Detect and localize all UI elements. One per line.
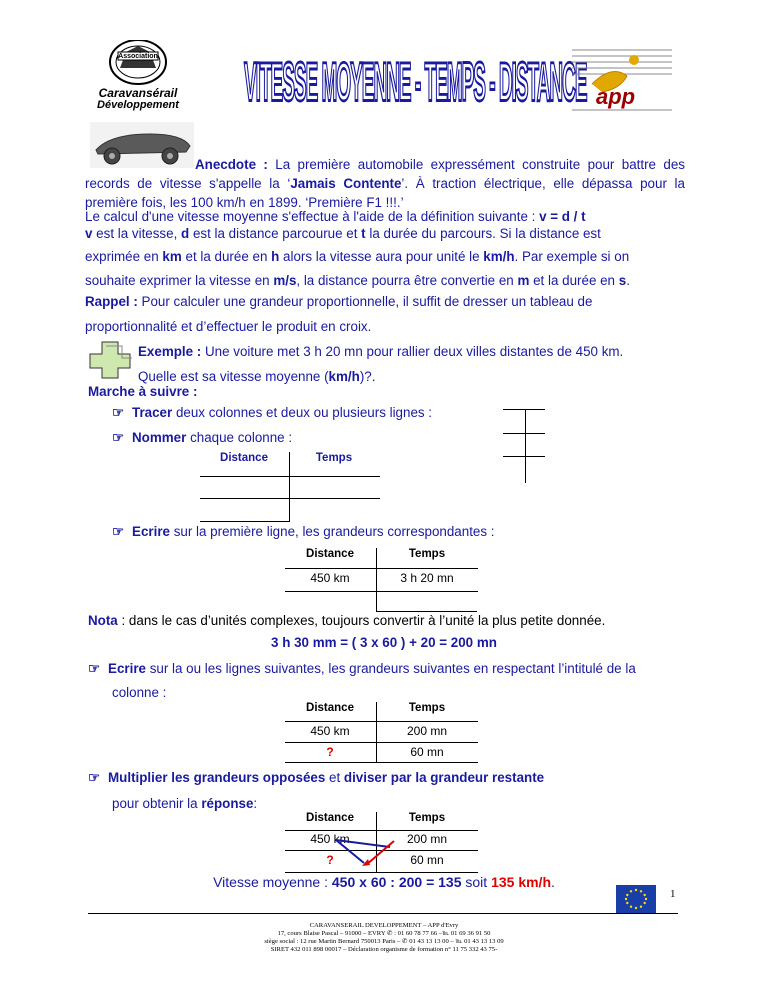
rappel-text1: Pour calculer une grandeur proportionnelle, il suffit de dresser un tableau de — [137, 294, 593, 309]
def-kmh: km/h — [483, 249, 515, 264]
rappel-text2: proportionnalité et d’effectuer le produit en croix. — [85, 319, 372, 334]
pointing-hand-icon: ☞ — [112, 430, 125, 445]
table-line — [200, 476, 380, 477]
anecdote-paragraph — [85, 155, 685, 212]
step5-line2b: réponse — [201, 796, 254, 811]
def-l4c: et la durée en — [529, 273, 619, 288]
table-line — [285, 742, 478, 743]
exemple-unit: km/h — [328, 369, 360, 384]
table-line — [285, 721, 478, 722]
footer-line3: siège social : 12 rue Martin Bernard 750013 Paris – ✆ 01 43 13 13 00 – ℡ 01 43 13 13 09 — [264, 938, 504, 945]
table-cell-distance: 450 km — [310, 571, 350, 585]
page-title-text: VITESSE MOYENNE - TEMPS - DISTANCE — [244, 54, 587, 115]
association-logo — [88, 40, 188, 112]
def-td: est la distance parcourue et — [189, 226, 362, 241]
footer-line1: CARAVANSERAIL DEVELOPPEMENT – APP d'Evry — [309, 922, 459, 929]
footer — [0, 922, 768, 954]
exemple-label: Exemple : — [138, 344, 202, 359]
step3-bold: Ecrire — [132, 524, 170, 539]
step5-line2c: : — [253, 796, 258, 811]
step-multiplier — [88, 765, 708, 817]
step4-rest2: colonne : — [112, 685, 167, 700]
table-line — [200, 498, 380, 499]
eu-flag — [616, 885, 656, 913]
def-l3c: alors la vitesse aura pour unité le — [279, 249, 484, 264]
plus-icon — [88, 340, 132, 380]
table-line — [285, 568, 478, 569]
def-l3a: exprimée en — [85, 249, 163, 264]
exemple-text1: Une voiture met 3 h 20 mn pour rallier deux villes distantes de 450 km. — [201, 344, 624, 359]
sketch-line — [503, 409, 545, 410]
car-name: Jamais Contente — [290, 176, 402, 191]
sketch-line — [525, 409, 526, 483]
def-l3d: . Par exemple si on — [514, 249, 630, 264]
eu-flag-stars-icon — [616, 885, 656, 913]
def-m: m — [517, 273, 530, 288]
table-line — [377, 611, 477, 612]
logo-name-line1: Caravansérail — [98, 86, 178, 100]
cross-icon — [88, 340, 132, 383]
rappel-label: Rappel : — [85, 294, 138, 309]
result-calc: 450 x 60 : 200 = 135 — [331, 874, 462, 890]
nota-label: Nota — [88, 613, 118, 628]
table-cell-temps: 60 mn — [410, 745, 444, 759]
logo-name-line2: Développement — [97, 99, 179, 111]
exemple-text2a: Quelle est sa vitesse moyenne ( — [138, 369, 329, 384]
table-header-temps: Temps — [315, 452, 353, 464]
def-km: km — [162, 249, 182, 264]
result-text3: . — [551, 874, 555, 890]
def-t: t — [361, 226, 366, 241]
def-tv: est la vitesse, — [92, 226, 182, 241]
definition-line1: Le calcul d'une vitesse moyenne s'effectue à l'aide de la définition suivante : — [85, 209, 540, 224]
table-divider — [376, 548, 377, 612]
table-cell-unknown: ? — [326, 853, 334, 867]
def-l3b: et la durée en — [181, 249, 272, 264]
table-header-temps: Temps — [408, 548, 446, 560]
sketch-line — [503, 456, 545, 457]
pointing-hand-icon: ☞ — [88, 770, 101, 785]
def-l4d: . — [626, 273, 630, 288]
step5-bold2: diviser par la grandeur restante — [343, 770, 545, 785]
def-s: s — [618, 273, 627, 288]
step5-line2a: pour obtenir la — [112, 796, 202, 811]
table-cell-temps: 60 mn — [410, 853, 444, 867]
definition-paragraph-2 — [85, 245, 685, 293]
exemple-paragraph — [138, 339, 672, 389]
def-ms: m/s — [273, 273, 297, 288]
pointing-hand-icon: ☞ — [88, 661, 101, 676]
result-text2: soit — [461, 874, 492, 890]
table-header-temps: Temps — [408, 812, 446, 824]
table-cell-temps: 3 h 20 mn — [400, 571, 454, 585]
table-cell-distance: 450 km — [310, 724, 350, 738]
table-header-temps: Temps — [408, 702, 446, 714]
app-logo — [572, 44, 672, 116]
nota-line — [88, 613, 605, 628]
step2-rest: chaque colonne : — [186, 430, 293, 445]
table-line — [285, 830, 478, 831]
marche-title: Marche à suivre : — [88, 384, 198, 399]
page-number: 1 — [670, 888, 676, 900]
table-divider — [376, 702, 377, 762]
definition-paragraph — [85, 208, 685, 242]
step1-rest: deux colonnes et deux ou plusieurs lignes : — [172, 405, 433, 420]
table-line — [285, 762, 478, 763]
table-cell-unknown: ? — [326, 745, 334, 759]
footer-divider — [88, 913, 678, 914]
table-cell-temps: 200 mn — [406, 724, 448, 738]
step4-bold: Ecrire — [108, 661, 146, 676]
cross-product-arrows — [330, 835, 410, 869]
table-line — [285, 591, 478, 592]
def-l4b: , la distance pourra être convertie en — [296, 273, 518, 288]
def-v: v — [85, 226, 93, 241]
sketch-line — [503, 433, 545, 434]
table-line — [200, 521, 290, 522]
logo-association-text: Association — [118, 53, 158, 60]
nota-formula: 3 h 30 mm = ( 3 x 60 ) + 20 = 200 mn — [271, 635, 497, 650]
step5-bold1: Multiplier les grandeurs opposées — [108, 770, 326, 785]
step-tracer — [112, 405, 432, 421]
table-divider — [289, 452, 290, 522]
def-tt: la durée du parcours. Si la distance est — [365, 226, 601, 241]
nota-text: : dans le cas d’unités complexes, toujours convertir à l’unité la plus petite donnée. — [117, 613, 606, 628]
pointing-hand-icon: ☞ — [112, 405, 125, 420]
anecdote-text2: ’. À traction électrique, elle dépassa pour la première fois, les 100 km/h en 1899. ‘Première F1 !!!.’ — [85, 176, 685, 210]
step-ecrire-2 — [88, 657, 688, 705]
table-line — [285, 872, 478, 873]
table-header-distance: Distance — [306, 548, 354, 560]
table-header-distance: Distance — [220, 452, 268, 464]
pointing-hand-icon: ☞ — [112, 524, 125, 539]
table-header-distance: Distance — [306, 702, 354, 714]
app-logo-text: app — [596, 84, 636, 109]
def-l4a: souhaite exprimer la vitesse en — [85, 273, 274, 288]
result-text1: Vitesse moyenne : — [213, 874, 332, 890]
def-d: d — [181, 226, 190, 241]
def-h: h — [271, 249, 280, 264]
page-title — [244, 54, 587, 122]
step4-rest: sur la ou les lignes suivantes, les grandeurs suivantes en respectant l’intitulé de la — [145, 661, 636, 676]
footer-line4: SIRET 432 011 898 00017 – Déclaration organisme de formation n° 11 75 332 43 75- — [270, 946, 498, 953]
exemple-text2b: )?. — [359, 369, 376, 384]
table-cell-distance: 450 km — [310, 832, 350, 846]
step-ecrire-1 — [112, 524, 495, 540]
rappel-paragraph — [85, 289, 685, 339]
anecdote-label: Anecdote : — [195, 157, 268, 172]
result-answer: 135 km/h — [491, 874, 552, 890]
definition-formula: v = d / t — [539, 209, 586, 224]
step3-rest: sur la première ligne, les grandeurs correspondantes : — [169, 524, 495, 539]
anecdote-text1: La première automobile expressément construite pour battre des records de vitesse s'appelle la ‘ — [85, 157, 685, 191]
step-nommer — [112, 430, 292, 446]
step5-mid: et — [325, 770, 344, 785]
table-cell-temps: 200 mn — [406, 832, 448, 846]
step2-bold: Nommer — [132, 430, 187, 445]
step1-bold: Tracer — [132, 405, 173, 420]
table-header-distance: Distance — [306, 812, 354, 824]
footer-line2: 17, cours Blaise Pascal – 91000 – EVRY ✆ : 01 60 78 77 66 –℡ 01 69 36 91 50 — [277, 930, 491, 937]
